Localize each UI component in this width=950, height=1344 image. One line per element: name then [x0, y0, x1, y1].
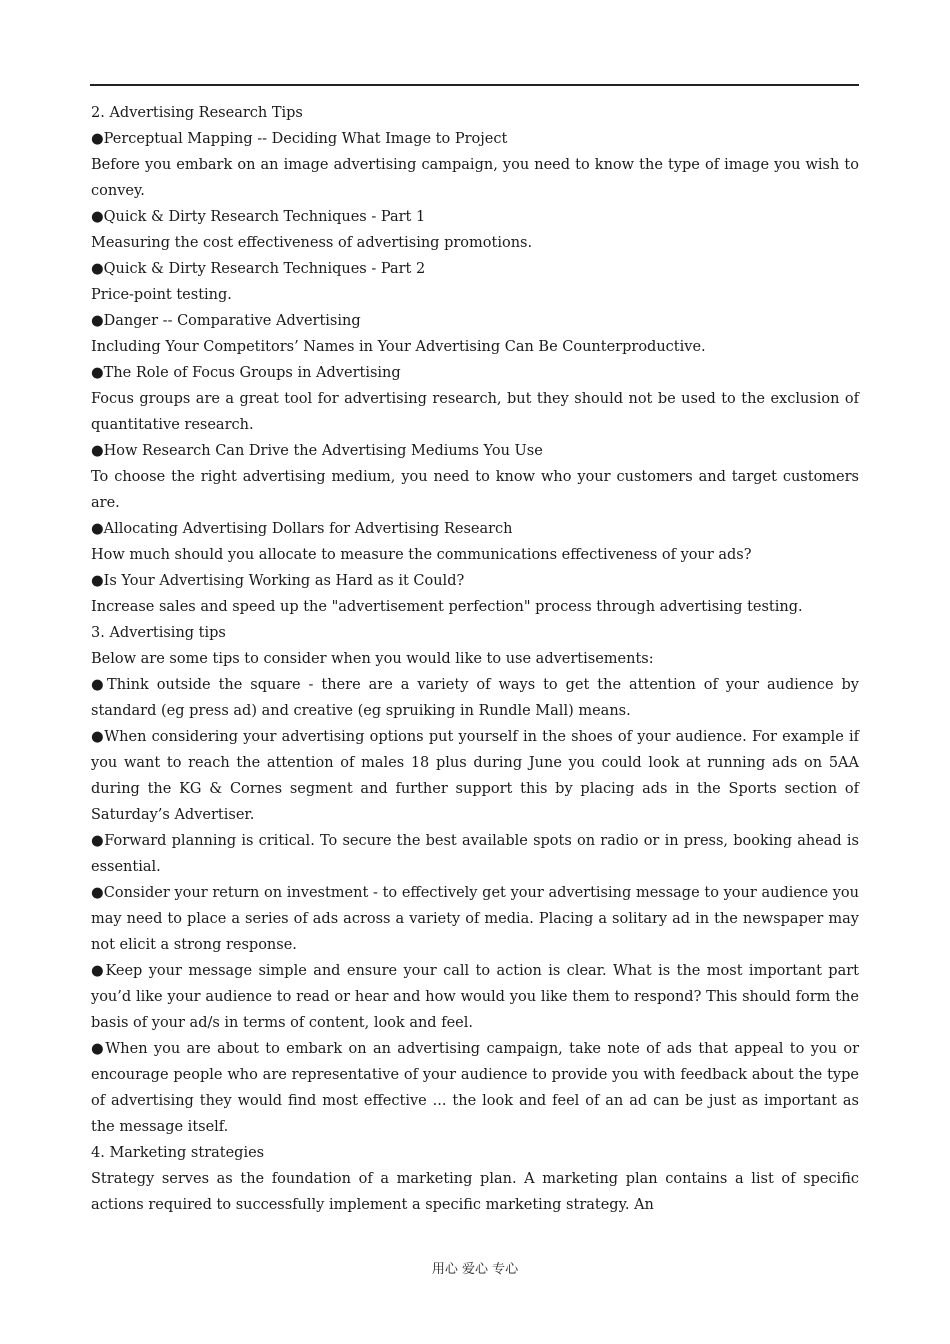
paragraph: To choose the right advertising medium, you need to know who your customers and target customers are. — [91, 469, 859, 511]
bullet-item: ●When you are about to embark on an advertising campaign, take note of ads that appeal to you or encourage people who are representative of your audience to provide you with feedback about the type of advertising they would find most effective ... the look and feel of an ad can be just as important as the message itself. — [91, 1041, 859, 1135]
section-heading: 3. Advertising tips — [91, 625, 226, 641]
paragraph: Below are some tips to consider when you would like to use advertisements: — [91, 651, 654, 667]
document-body — [91, 100, 859, 1218]
paragraph: Strategy serves as the foundation of a marketing plan. A marketing plan contains a list of specific actions required to successfully implement a specific marketing strategy. An — [91, 1171, 859, 1213]
paragraph: Before you embark on an image advertising campaign, you need to know the type of image you wish to convey. — [91, 157, 859, 199]
bullet-item: ●Danger -- Comparative Advertising — [91, 313, 361, 329]
bullet-item: ●Consider your return on investment - to effectively get your advertising message to your audience you may need to place a series of ads across a variety of media. Placing a solitary ad in the newspaper may not elicit a strong response. — [91, 885, 859, 953]
bullet-item: ●The Role of Focus Groups in Advertising — [91, 365, 401, 381]
bullet-item: ●Perceptual Mapping -- Deciding What Image to Project — [91, 131, 508, 147]
bullet-item: ●When considering your advertising options put yourself in the shoes of your audience. For example if you want to reach the attention of males 18 plus during June you could look at running ads on 5AA during the KG & Cornes segment and further support this by placing ads in the Sports section of Saturday’s Advertiser. — [91, 729, 859, 823]
paragraph: Focus groups are a great tool for advertising research, but they should not be used to the exclusion of quantitative research. — [91, 391, 859, 433]
bullet-item: ●Allocating Advertising Dollars for Advertising Research — [91, 521, 513, 537]
section-heading: 2. Advertising Research Tips — [91, 105, 303, 121]
paragraph: How much should you allocate to measure the communications effectiveness of your ads? — [91, 547, 752, 563]
paragraph: Price-point testing. — [91, 287, 232, 303]
bullet-item: ●Forward planning is critical. To secure the best available spots on radio or in press, booking ahead is essential. — [91, 833, 859, 875]
bullet-item: ●Keep your message simple and ensure your call to action is clear. What is the most important part you’d like your audience to read or hear and how would you like them to respond? This should form the basis of your ad/s in terms of content, look and feel. — [91, 963, 859, 1031]
header-rule — [90, 84, 859, 86]
paragraph: Including Your Competitors’ Names in Your Advertising Can Be Counterproductive. — [91, 339, 706, 355]
bullet-item: ●How Research Can Drive the Advertising Mediums You Use — [91, 443, 543, 459]
bullet-item: ●Quick & Dirty Research Techniques - Part 2 — [91, 261, 426, 277]
page-footer: 用心 爱心 专心 — [431, 1262, 519, 1277]
section-heading: 4. Marketing strategies — [91, 1145, 265, 1161]
paragraph: Measuring the cost effectiveness of advertising promotions. — [91, 235, 533, 251]
bullet-item: ●Think outside the square - there are a variety of ways to get the attention of your audience by standard (eg press ad) and creative (eg spruiking in Rundle Mall) means. — [91, 677, 859, 719]
bullet-item: ●Is Your Advertising Working as Hard as it Could? — [91, 573, 465, 589]
bullet-item: ●Quick & Dirty Research Techniques - Part 1 — [91, 209, 426, 225]
paragraph: Increase sales and speed up the "advertisement perfection" process through advertising testing. — [91, 599, 803, 615]
